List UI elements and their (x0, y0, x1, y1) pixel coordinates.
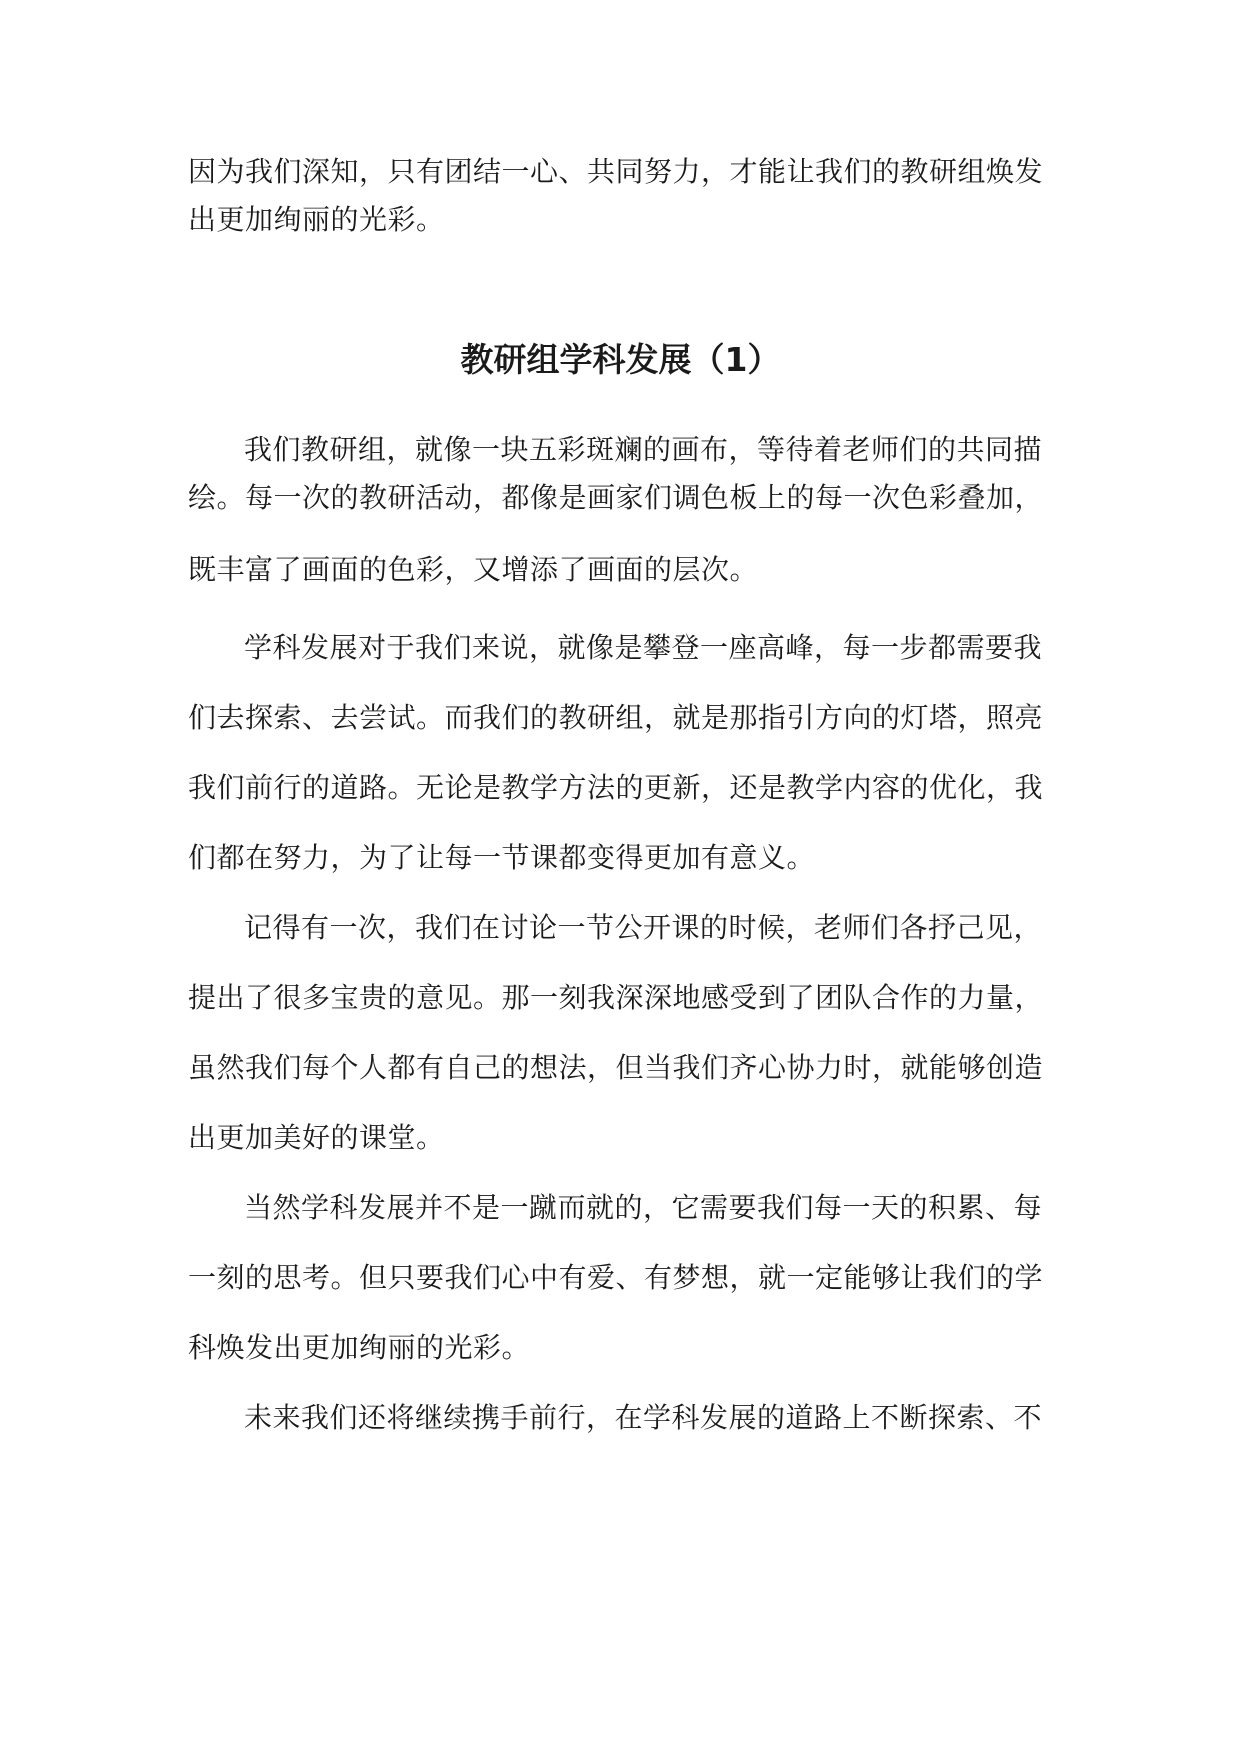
paragraph-3-line-1: 记得有一次，我们在讨论一节公开课的时候，老师们各抒己见， (244, 911, 1043, 944)
paragraph-2-line-2: 们去探索、去尝试。而我们的教研组，就是那指引方向的灯塔，照亮 (188, 701, 1044, 734)
paragraph-3-line-4: 出更加美好的课堂。 (188, 1121, 445, 1154)
paragraph-4-line-2: 一刻的思考。但只要我们心中有爱、有梦想，就一定能够让我们的学 (188, 1261, 1044, 1294)
paragraph-4-line-3: 科焕发出更加绚丽的光彩。 (188, 1331, 531, 1364)
paragraph-2-line-4: 们都在努力，为了让每一节课都变得更加有意义。 (188, 841, 816, 874)
paragraph-3-line-2: 提出了很多宝贵的意见。那一刻我深深地感受到了团队合作的力量， (188, 981, 1044, 1014)
paragraph-1-line-1: 我们教研组，就像一块五彩斑斓的画布，等待着老师们的共同描 (244, 433, 1043, 466)
paragraph-2-line-1: 学科发展对于我们来说，就像是攀登一座高峰，每一步都需要我 (244, 631, 1043, 664)
intro-line-1: 因为我们深知，只有团结一心、共同努力，才能让我们的教研组焕发 (188, 155, 1044, 188)
paragraph-1-line-3: 既丰富了画面的色彩，又增添了画面的层次。 (188, 553, 759, 586)
intro-line-2: 出更加绚丽的光彩。 (188, 203, 445, 236)
paragraph-4-line-1: 当然学科发展并不是一蹴而就的，它需要我们每一天的积累、每 (244, 1191, 1043, 1224)
paragraph-1-line-2: 绘。每一次的教研活动，都像是画家们调色板上的每一次色彩叠加， (188, 481, 1044, 514)
paragraph-2-line-3: 我们前行的道路。无论是教学方法的更新，还是教学内容的优化，我 (188, 771, 1044, 804)
page-title: 教研组学科发展（1） (460, 340, 781, 379)
paragraph-3-line-3: 虽然我们每个人都有自己的想法，但当我们齐心协力时，就能够创造 (188, 1051, 1044, 1084)
paragraph-5-line-1: 未来我们还将继续携手前行，在学科发展的道路上不断探索、不 (244, 1401, 1043, 1434)
